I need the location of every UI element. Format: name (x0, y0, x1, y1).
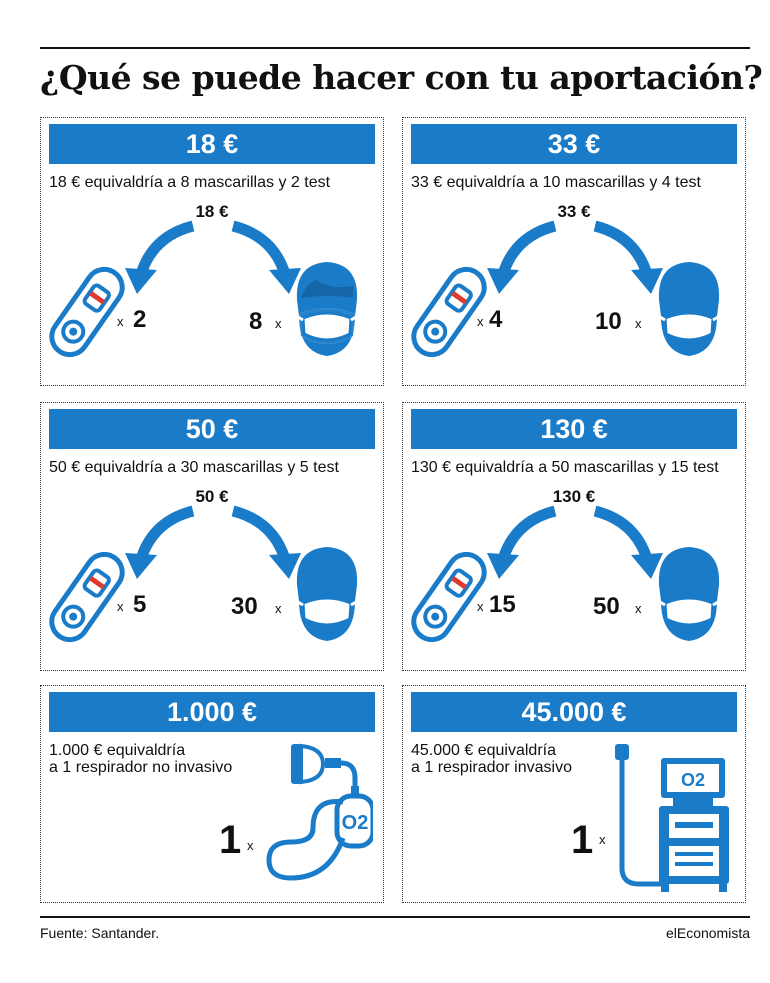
face-mask-person-icon (289, 541, 365, 645)
split-arrows-icon (123, 216, 303, 296)
times-label: x (247, 838, 254, 853)
face-mask-person-icon (651, 541, 727, 645)
test-count: 4 (489, 306, 503, 333)
description-line-2: a 1 respirador invasivo (411, 759, 572, 776)
description-line-1: 1.000 € equivaldría (49, 742, 186, 759)
respirator-card-non-invasive (40, 685, 384, 903)
oxygen-mask-bag-icon (263, 738, 373, 890)
test-count: 2 (133, 306, 147, 333)
covid-test-icon (409, 260, 489, 364)
respirator-count: 1 (219, 818, 242, 862)
card-description: 50 € equivaldría a 30 mascarillas y 5 test (49, 459, 339, 476)
covid-test-icon (47, 260, 127, 364)
card-description: 18 € equivaldría a 8 mascarillas y 2 test (49, 174, 331, 191)
card-description (411, 742, 572, 776)
card-header: 18 € (49, 124, 375, 164)
o2-label: O2 (680, 770, 706, 790)
o2-label: O2 (341, 812, 369, 834)
top-rule (40, 47, 750, 49)
amount-label: 33 € (557, 202, 591, 221)
times-label: x (117, 314, 124, 329)
times-label: x (275, 601, 282, 616)
ventilator-machine-icon (609, 738, 739, 894)
card-header: 1.000 € (49, 692, 375, 732)
donation-card-33 (402, 117, 746, 386)
mask-count: 30 (231, 593, 258, 620)
donation-card-18 (40, 117, 384, 386)
covid-test-icon (409, 545, 489, 649)
split-arrows-icon (485, 501, 665, 581)
card-description: 33 € equivaldría a 10 mascarillas y 4 test (411, 174, 701, 191)
source-note: Fuente: Santander. (40, 925, 160, 941)
mask-count: 8 (249, 308, 263, 335)
mask-count: 10 (595, 308, 622, 335)
split-arrows-icon (123, 501, 303, 581)
brand-label: elEconomista (665, 925, 750, 941)
card-header: 45.000 € (411, 692, 737, 732)
times-label: x (117, 599, 124, 614)
times-label: x (635, 601, 642, 616)
test-count: 5 (133, 591, 147, 618)
amount-label: 18 € (195, 202, 229, 221)
split-arrows-icon (485, 216, 665, 296)
card-header: 33 € (411, 124, 737, 164)
bottom-rule (40, 916, 750, 918)
amount-label: 50 € (195, 487, 229, 506)
mask-count: 50 (593, 593, 620, 620)
description-line-1: 45.000 € equivaldría (411, 742, 556, 759)
card-description: 130 € equivaldría a 50 mascarillas y 15 test (411, 459, 719, 476)
page-title: ¿Qué se puede hacer con tu aportación? (40, 58, 763, 97)
times-label: x (599, 832, 606, 847)
description-line-2: a 1 respirador no invasivo (49, 759, 233, 776)
times-label: x (477, 314, 484, 329)
face-mask-person-icon (651, 256, 727, 360)
face-mask-person-icon (289, 256, 365, 360)
test-count: 15 (489, 591, 516, 618)
respirator-card-invasive (402, 685, 746, 903)
covid-test-icon (47, 545, 127, 649)
amount-label: 130 € (552, 487, 596, 506)
donation-card-50 (40, 402, 384, 671)
times-label: x (477, 599, 484, 614)
donation-card-130 (402, 402, 746, 671)
card-header: 130 € (411, 409, 737, 449)
respirator-count: 1 (571, 818, 594, 862)
card-description (49, 742, 232, 776)
times-label: x (275, 316, 282, 331)
times-label: x (635, 316, 642, 331)
card-header: 50 € (49, 409, 375, 449)
